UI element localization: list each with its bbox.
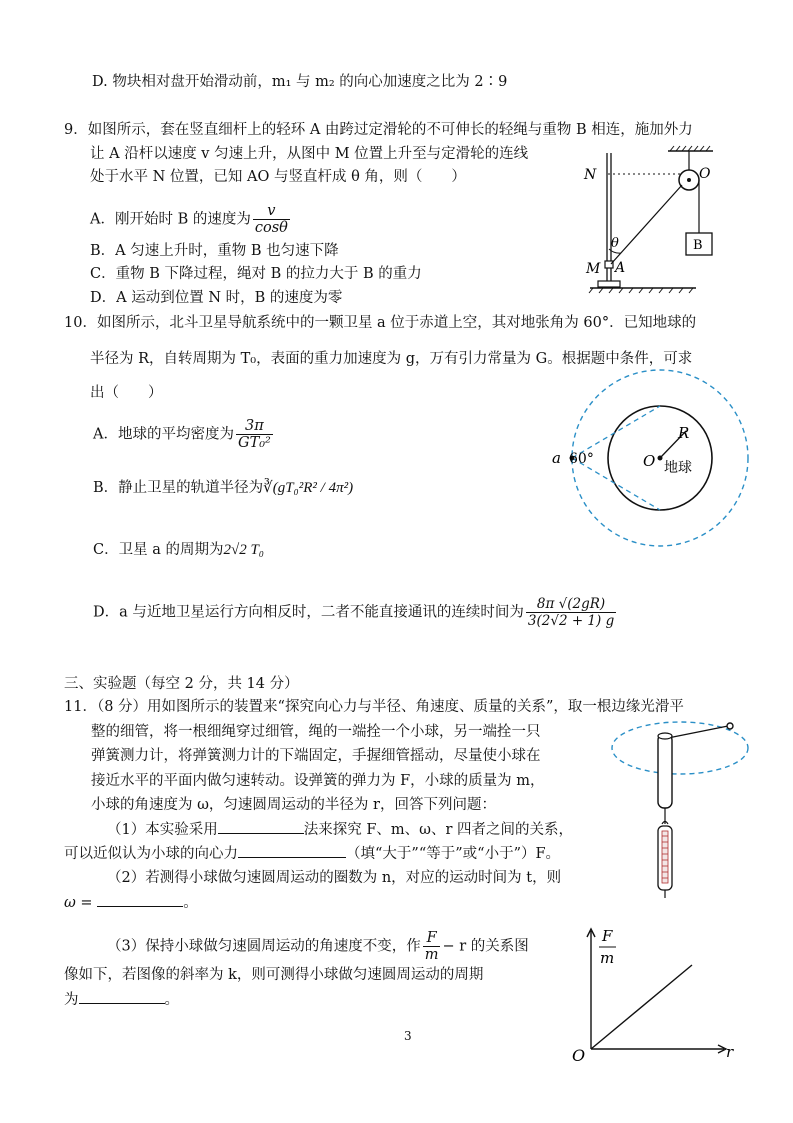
graph-line bbox=[591, 965, 692, 1049]
q11-p2-b: ω = bbox=[64, 895, 93, 911]
q11-p3-num: F bbox=[423, 930, 441, 947]
q9-option-a-num: v bbox=[253, 203, 290, 220]
origin-label: O bbox=[572, 1046, 586, 1065]
q10-option-a-den: GT₀² bbox=[237, 435, 271, 451]
q10-option-c-expr: 2√2 T₀ bbox=[223, 542, 265, 558]
label-theta: θ bbox=[611, 236, 619, 251]
y-label-den: m bbox=[600, 949, 615, 967]
spring-scale-window bbox=[662, 831, 668, 883]
q11-part3-line3 bbox=[64, 989, 179, 1010]
answer-blank-2[interactable] bbox=[238, 843, 346, 858]
answer-blank-4[interactable] bbox=[79, 989, 165, 1004]
q10-option-c-prefix: C．卫星 a 的周期为 bbox=[93, 542, 224, 558]
q10-stem-line1: 10．如图所示，北斗卫星导航系统中的一颗卫星 a 位于赤道上空，其对地张角为 60°．已知地球的 bbox=[64, 315, 697, 331]
q10-option-d-prefix: D．a 与近地卫星运行方向相反时，二者不能直接通讯的连续时间为 bbox=[93, 604, 524, 621]
q11-p1-b: 法来探究 F、m、ω、r 四者之间的关系， bbox=[303, 822, 574, 838]
label-o: O bbox=[699, 166, 711, 182]
q10-option-c bbox=[93, 540, 264, 560]
label-m: M bbox=[586, 261, 601, 277]
q11-part1-line1 bbox=[107, 819, 573, 840]
thin-tube bbox=[658, 734, 672, 808]
q10-option-a-fraction bbox=[236, 418, 273, 451]
label-earth: 地球 bbox=[664, 460, 692, 476]
q11-stem-line5: 小球的角速度为 ω，匀速圆周运动的半径为 r，回答下列问题： bbox=[91, 797, 496, 813]
q11-part3-line1 bbox=[107, 930, 529, 963]
q9-stem-line2: 让 A 沿杆以速度 v 匀速上升，从图中 M 位置上升至与定滑轮的连线 bbox=[90, 146, 529, 162]
tube-top bbox=[658, 733, 672, 739]
answer-blank-3[interactable] bbox=[97, 892, 183, 907]
q10-option-d-num: 8π √(2gR) bbox=[526, 596, 616, 613]
q11-p2-c: 。 bbox=[183, 895, 198, 911]
q10-option-d-fraction bbox=[526, 596, 616, 629]
q11-p3-d: 为 bbox=[64, 992, 79, 1008]
q9-option-a-prefix: A．刚开始时 B 的速度为 bbox=[90, 211, 251, 228]
q9-option-d: D．A 运动到位置 N 时，B 的速度为零 bbox=[90, 290, 343, 306]
q10-option-d bbox=[93, 596, 618, 629]
label-o: O bbox=[643, 452, 656, 470]
q11-p3-den: m bbox=[424, 947, 439, 963]
q11-part3-line2: 像如下，若图像的斜率为 k，则可测得小球做匀速圆周运动的周期 bbox=[64, 967, 484, 983]
page-number: 3 bbox=[404, 1029, 412, 1043]
pulley-axle bbox=[687, 178, 691, 182]
rope-ao bbox=[611, 185, 682, 264]
q10-option-a bbox=[93, 418, 275, 451]
q8-option-d: D. 物块相对盘开始滑动前，m₁ 与 m₂ 的向心加速度之比为 2∶9 bbox=[92, 74, 508, 90]
q10-option-d-den: 3(2√2 + 1) g bbox=[527, 613, 615, 629]
q10-option-a-prefix: A．地球的平均密度为 bbox=[93, 426, 234, 443]
label-a: A bbox=[615, 260, 626, 276]
string-to-ball bbox=[668, 726, 728, 738]
q11-part1-line2 bbox=[64, 843, 560, 864]
q10-option-b-expr: ∛(gT₀²R² / 4π²) bbox=[263, 480, 354, 496]
q9-option-b: B．A 匀速上升时，重物 B 也匀速下降 bbox=[90, 243, 339, 259]
label-sat-a: a bbox=[552, 449, 561, 467]
q11-p1-d: （填“大于”“等于”或“小于”）F。 bbox=[346, 846, 561, 862]
q9-option-a bbox=[90, 203, 292, 236]
q11-part2-line1: （2）若测得小球做匀速圆周运动的圈数为 n，对应的运动时间为 t，则 bbox=[107, 870, 562, 886]
q9-option-a-den: cosθ bbox=[254, 220, 288, 236]
y-label-num: F bbox=[602, 927, 613, 945]
ball bbox=[727, 723, 733, 729]
q11-part2-line2 bbox=[64, 892, 198, 913]
q11-p3-a: （3）保持小球做匀速圆周运动的角速度不变，作 bbox=[107, 938, 421, 955]
q11-apparatus-figure bbox=[610, 712, 760, 902]
q11-stem-line2: 整的细管，将一根细绳穿过细管，绳的一端拴一个小球，另一端拴一只 bbox=[91, 724, 541, 740]
q9-figure bbox=[578, 143, 728, 295]
q9-option-c: C．重物 B 下降过程，绳对 B 的拉力大于 B 的重力 bbox=[90, 266, 422, 282]
ring-a bbox=[605, 261, 613, 268]
q11-stem-line3: 弹簧测力计，将弹簧测力计的下端固定，手握细管摇动，尽量使小球在 bbox=[91, 748, 541, 764]
label-n: N bbox=[584, 167, 597, 183]
label-b: B bbox=[693, 238, 703, 253]
q10-option-b-prefix: B．静止卫星的轨道半径为 bbox=[93, 480, 264, 496]
q10-option-b bbox=[93, 478, 353, 498]
q11-p3-e: 。 bbox=[164, 992, 179, 1008]
q11-p1-c: 可以近似认为小球的向心力 bbox=[64, 846, 238, 862]
q9-stem-line1: 9．如图所示，套在竖直细杆上的轻环 A 由跨过定滑轮的不可伸长的轻绳与重物 B 相连，施加外力 bbox=[64, 122, 693, 138]
q10-option-a-num: 3π bbox=[236, 418, 273, 435]
q10-stem-line3: 出（ ） bbox=[90, 385, 163, 401]
x-label: r bbox=[726, 1043, 734, 1061]
q11-p3-fraction bbox=[423, 930, 441, 963]
orbit-ellipse bbox=[612, 722, 748, 774]
q10-stem-line2: 半径为 R，自转周期为 T₀，表面的重力加速度为 g，万有引力常量为 G。根据题中条件，可求 bbox=[90, 351, 693, 367]
q11-p3-b: − r 的关系图 bbox=[442, 938, 529, 955]
q11-stem-line4: 接近水平的平面内做匀速转动。设弹簧的弹力为 F，小球的质量为 m， bbox=[91, 773, 545, 789]
q9-stem-line3: 处于水平 N 位置，已知 AO 与竖直杆成 θ 角，则（ ） bbox=[90, 169, 466, 185]
q11-p1-a: （1）本实验采用 bbox=[107, 822, 218, 838]
answer-blank-1[interactable] bbox=[218, 819, 304, 834]
label-angle: 60° bbox=[569, 451, 594, 467]
label-r: R bbox=[678, 424, 690, 442]
rod-base bbox=[598, 281, 620, 287]
q9-option-a-fraction bbox=[253, 203, 290, 236]
q10-figure bbox=[540, 368, 765, 568]
section3-title: 三、实验题（每空 2 分，共 14 分） bbox=[64, 676, 299, 692]
q11-stem-line1: 11．（8 分）用如图所示的装置来“探究向心力与半径、角速度、质量的关系”，取一根边缘光滑平 bbox=[64, 699, 684, 715]
q11-graph bbox=[568, 925, 738, 1065]
